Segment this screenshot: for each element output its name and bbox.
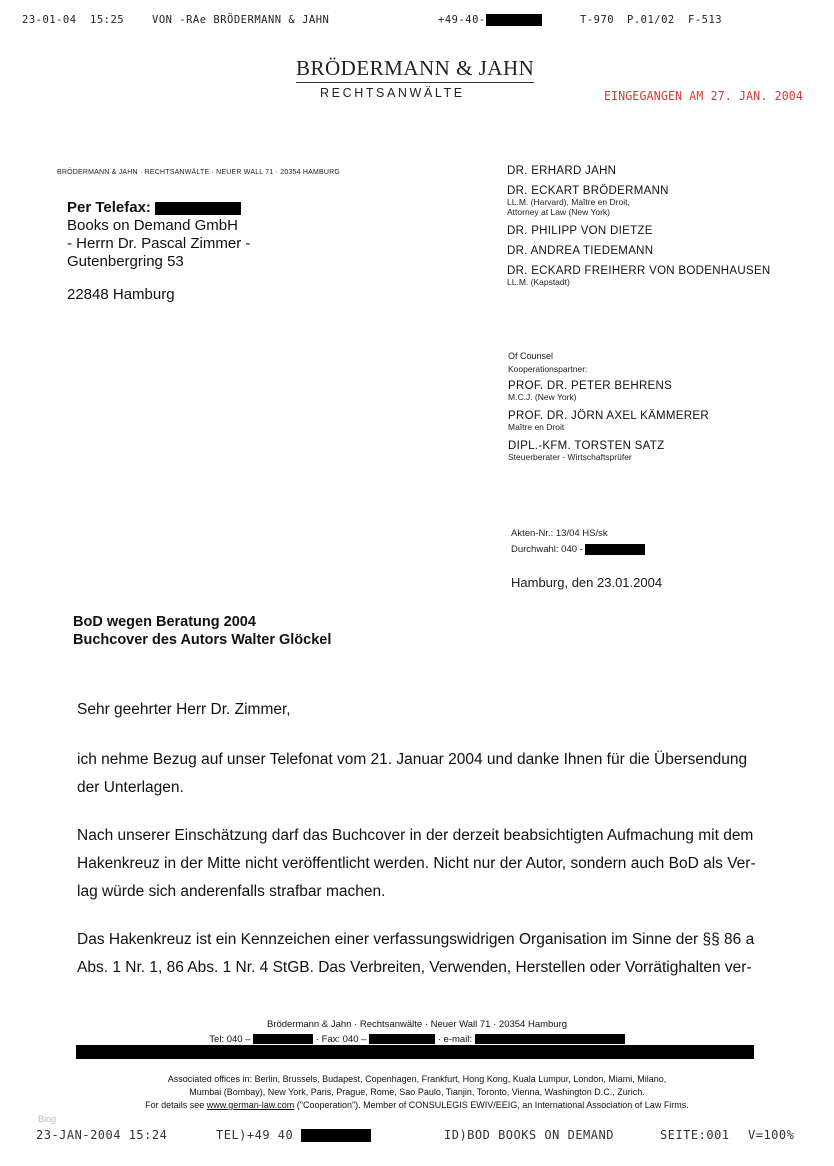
partner-name: DR. ANDREA TIEDEMANN xyxy=(507,245,654,257)
partner-item xyxy=(507,265,807,295)
fax-header-phone xyxy=(438,14,542,26)
body-line: Nach unserer Einschätzung darf das Buchcover in der derzeit beabsichtigten Aufmachung mit dem xyxy=(77,827,754,844)
firm-name: BRÖDERMANN & JAHN xyxy=(296,56,534,83)
body-line: Abs. 1 Nr. 1, 86 Abs. 1 Nr. 4 StGB. Das Verbreiten, Verwenden, Herstellen oder Vorrätighalten ver- xyxy=(77,959,752,976)
footer-tel: Tel: 040 – xyxy=(209,1034,251,1045)
watermark: Blog xyxy=(38,1114,57,1124)
fax-footer-id: ID)BOD BOOKS ON DEMAND xyxy=(444,1128,614,1142)
fax-header-from: VON -RAe BRÖDERMANN & JAHN xyxy=(152,14,330,26)
fax-label: Per Telefax: xyxy=(67,199,151,216)
sender-return-line: BRÖDERMANN & JAHN · RECHTSANWÄLTE · NEUER WALL 71 · 20354 HAMBURG xyxy=(57,169,341,176)
body-line: lag würde sich anderenfalls strafbar machen. xyxy=(77,883,386,900)
counsel-item xyxy=(508,440,808,470)
partner-item xyxy=(507,245,807,265)
redaction-block xyxy=(253,1034,313,1044)
coop-label: Kooperationspartner: xyxy=(508,364,588,374)
letter-footer xyxy=(60,1018,774,1047)
associated-offices-line: Associated offices in: Berlin, Brussels, Budapest, Copenhagen, Frankfurt, Hong Kong, Kuala Lumpur, London, Miami, Milano, xyxy=(167,1074,667,1084)
file-number: Akten-Nr.: 13/04 HS/sk xyxy=(511,528,608,539)
fax-footer-v: V=100% xyxy=(748,1128,795,1142)
body-line: Das Hakenkreuz ist ein Kennzeichen einer verfassungswidrigen Organisation im Sinne der §§ 86 a xyxy=(77,931,755,948)
website-link[interactable]: www.german-law.com xyxy=(206,1100,295,1110)
redaction-block xyxy=(301,1129,371,1142)
paragraph-2 xyxy=(77,822,777,906)
firm-subtitle: RECHTSANWÄLTE xyxy=(320,86,465,100)
partner-item xyxy=(507,225,807,245)
partner-credentials: LL.M. (Kapstadt) xyxy=(507,277,570,287)
fax-label-row xyxy=(67,199,327,217)
associated-offices-line: Mumbai (Bombay), New York, Paris, Prague, Rome, Sao Paulo, Tianjin, Toronto, Vienna, Washington D.C., Zurich. xyxy=(189,1087,645,1097)
paragraph-3 xyxy=(77,926,777,982)
partner-name: DR. PHILIPP VON DIETZE xyxy=(507,225,653,237)
of-counsel-label: Of Counsel xyxy=(508,351,554,361)
redaction-bar xyxy=(76,1045,754,1059)
fax-footer xyxy=(36,1128,816,1144)
recipient-street: Gutenbergring 53 xyxy=(67,253,184,270)
paragraph-1 xyxy=(77,746,777,802)
partner-name: DR. ECKARD FREIHERR VON BODENHAUSEN xyxy=(507,265,771,277)
details-line xyxy=(60,1099,774,1112)
details-suffix: ("Cooperation"). Member of CONSULEGIS EWIV/EEIG, an International Association of Law Firms. xyxy=(296,1100,689,1110)
partner-credentials-line: Attorney at Law (New York) xyxy=(507,207,610,217)
counsel-credentials: Maître en Droit xyxy=(508,422,565,432)
redaction-block xyxy=(585,544,645,555)
fax-footer-tel-text: TEL)+49 40 xyxy=(216,1128,294,1142)
associated-offices xyxy=(60,1073,774,1112)
subject-block xyxy=(73,613,331,649)
letter-date: Hamburg, den 23.01.2004 xyxy=(511,575,663,590)
recipient-city: 22848 Hamburg xyxy=(67,286,175,303)
counsel-item xyxy=(508,410,808,440)
details-prefix: For details see xyxy=(145,1100,205,1110)
body-line: Hakenkreuz in der Mitte nicht veröffentlicht werden. Nicht nur der Autor, sondern auch BoD als Ver- xyxy=(77,855,756,872)
body-line: ich nehme Bezug auf unser Telefonat vom 21. Januar 2004 und danke Ihnen für die Übersendung xyxy=(77,751,748,768)
fax-header-f: F-513 xyxy=(688,14,723,26)
recipient-attn: - Herrn Dr. Pascal Zimmer - xyxy=(67,235,251,252)
fax-footer-date: 23-JAN-2004 15:24 xyxy=(36,1128,168,1142)
counsel-name: DIPL.-KFM. TORSTEN SATZ xyxy=(508,440,665,452)
received-stamp: EINGEGANGEN AM 27. JAN. 2004 xyxy=(604,88,804,103)
redaction-block xyxy=(475,1034,625,1044)
redaction-block xyxy=(369,1034,435,1044)
partner-item xyxy=(507,185,807,225)
subject-line-1: BoD wegen Beratung 2004 xyxy=(73,614,256,630)
partner-name: DR. ERHARD JAHN xyxy=(507,165,617,177)
direct-dial: Durchwahl: 040 - xyxy=(511,544,583,555)
fax-header-phone-text: +49-40- xyxy=(438,14,486,26)
partner-item xyxy=(507,165,807,185)
fax-header-date: 23-01-04 xyxy=(22,14,77,26)
counsel-credentials: Steuerberater - Wirtschaftsprüfer xyxy=(508,452,632,462)
fax-header-time: 15:25 xyxy=(90,14,125,26)
partner-credentials-line: LL.M. (Harvard), Maître en Droit, xyxy=(507,197,630,207)
of-counsel-block xyxy=(508,351,808,470)
salutation: Sehr geehrter Herr Dr. Zimmer, xyxy=(77,701,291,718)
footer-address: Brödermann & Jahn · Rechtsanwälte · Neuer Wall 71 · 20354 Hamburg xyxy=(266,1019,568,1030)
footer-fax: · Fax: 040 – xyxy=(315,1034,367,1045)
fax-header-t: T-970 xyxy=(580,14,615,26)
counsel-name: PROF. DR. PETER BEHRENS xyxy=(508,380,673,392)
fax-header xyxy=(22,14,822,30)
footer-email: · e-mail: xyxy=(437,1034,473,1045)
redaction-block xyxy=(155,202,241,215)
fax-header-page: P.01/02 xyxy=(627,14,675,26)
counsel-item xyxy=(508,380,808,410)
direct-dial-row xyxy=(511,543,811,557)
redaction-block xyxy=(486,14,542,26)
subject-line-2: Buchcover des Autors Walter Glöckel xyxy=(73,632,332,648)
body-line: der Unterlagen. xyxy=(77,779,184,796)
fax-footer-page: SEITE:001 xyxy=(660,1128,730,1142)
recipient-block xyxy=(67,199,327,304)
partner-credentials xyxy=(507,197,807,217)
partners-list xyxy=(507,165,807,295)
fax-footer-tel xyxy=(216,1128,371,1142)
letter-body xyxy=(77,696,777,982)
partner-name: DR. ECKART BRÖDERMANN xyxy=(507,185,669,197)
recipient-company: Books on Demand GmbH xyxy=(67,217,238,234)
reference-block xyxy=(511,527,811,590)
counsel-name: PROF. DR. JÖRN AXEL KÄMMERER xyxy=(508,410,709,422)
counsel-credentials: M.C.J. (New York) xyxy=(508,392,577,402)
